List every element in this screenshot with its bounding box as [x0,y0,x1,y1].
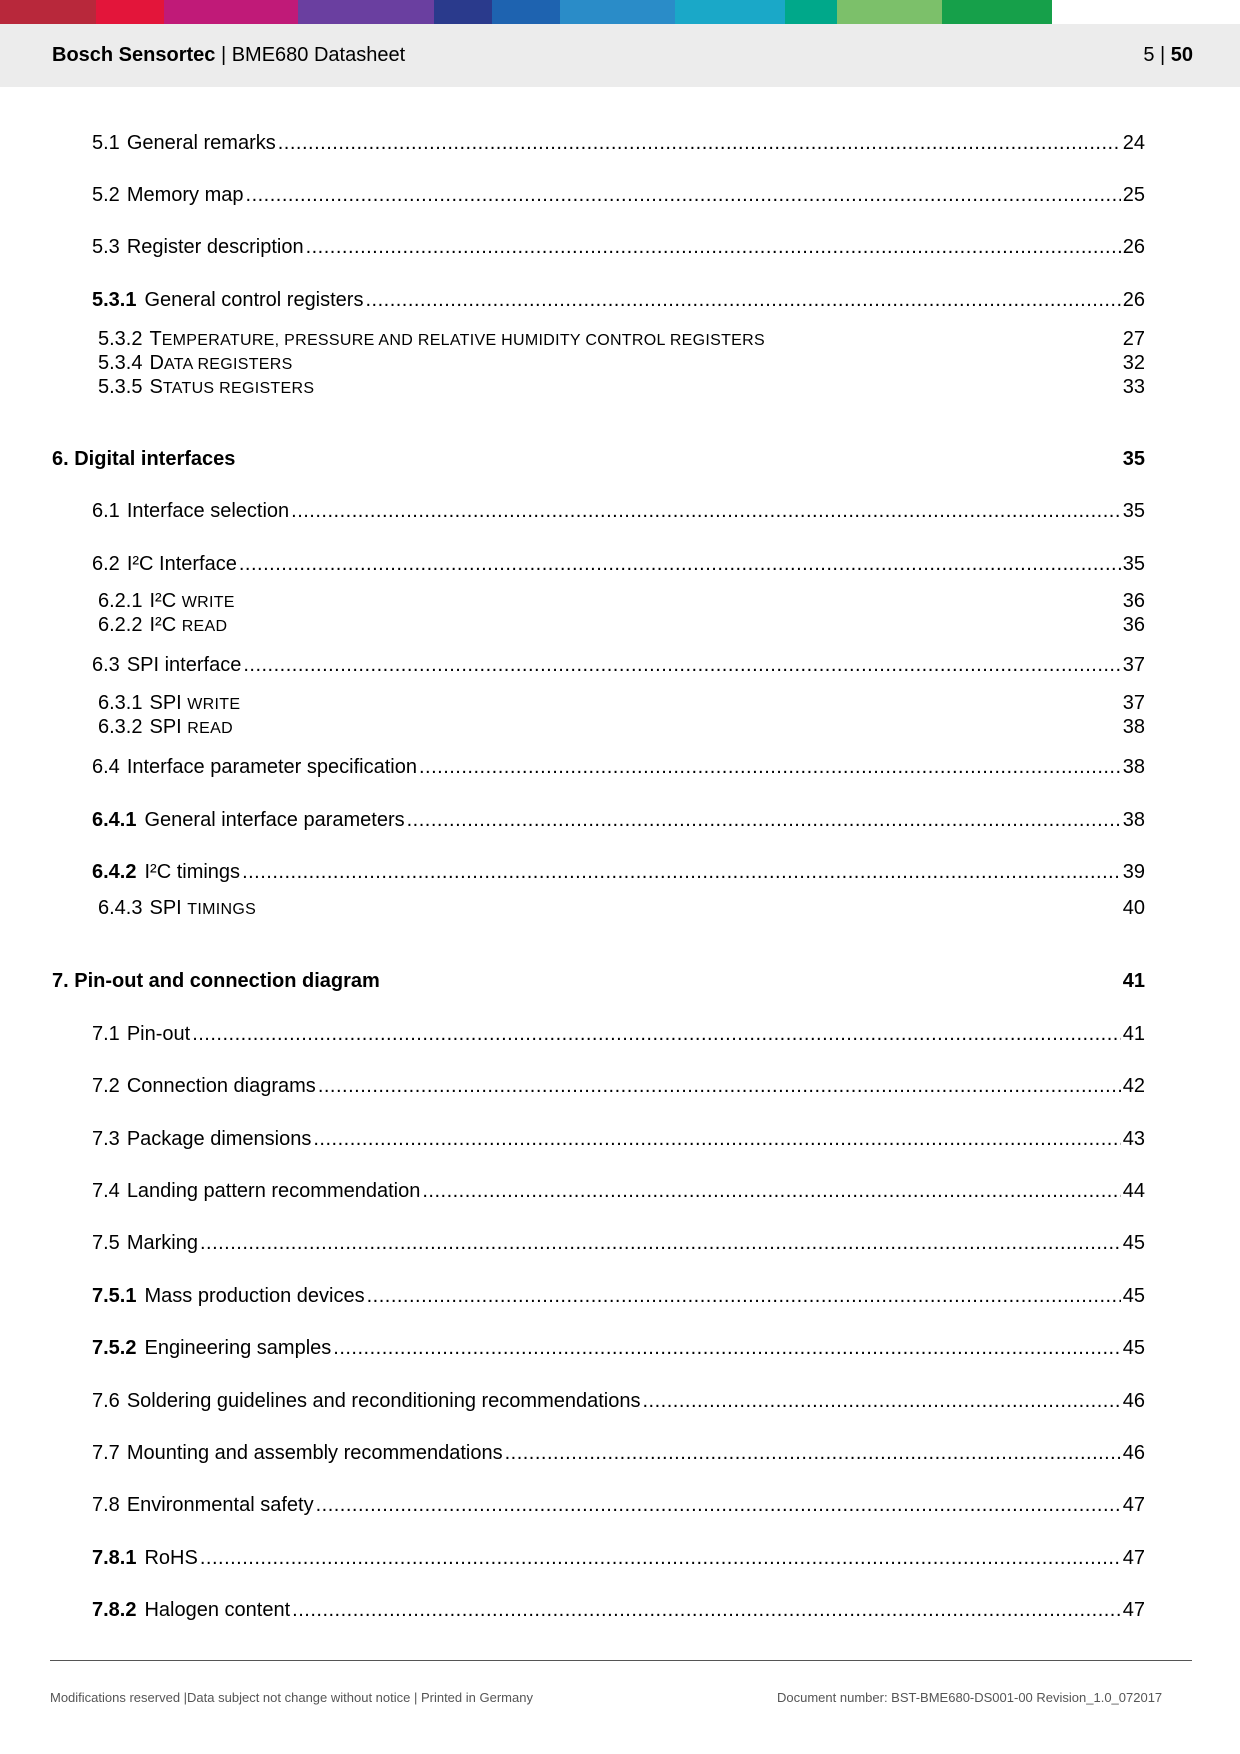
toc-entry-number: 6.3.2 [98,716,143,738]
brand-name: Bosch Sensortec [52,44,216,66]
title-separator: | [215,44,232,66]
toc-entry-number: 7.5 [92,1232,120,1254]
toc-entry-title: READ [181,618,228,635]
document-title [52,44,405,67]
color-band [0,0,1240,24]
toc-entry[interactable] [92,1178,1145,1204]
toc-entry-title: Engineering samples [144,1337,332,1359]
toc-leader-dots [292,1597,1121,1623]
toc-entry-title: WRITE [181,594,235,611]
toc-entry-number: 6.2 [92,553,120,575]
toc-entry-number: 5.3.2 [98,328,143,350]
toc-leader-dots [239,551,1121,577]
toc-entry-label [98,690,240,716]
toc-entry-title: I²C timings [144,861,241,883]
toc-entry[interactable] [92,234,1145,260]
toc-entry[interactable] [98,612,1145,638]
toc-page-number: 38 [1122,716,1145,738]
color-band-segment [164,0,298,24]
toc-entry[interactable] [92,551,1145,577]
toc-leader-dots [291,498,1121,524]
color-band-segment [0,0,96,24]
toc-entry-number: 7.1 [92,1023,120,1045]
toc-entry[interactable] [92,652,1145,678]
toc-page-number: 37 [1122,692,1145,714]
toc-entry[interactable] [92,1388,1145,1414]
toc-leader-dots [367,1283,1121,1309]
page-total: 50 [1170,44,1193,66]
toc-page-number: 46 [1122,1442,1145,1464]
toc-entry-title: Register description [126,236,304,258]
toc-page-number: 26 [1122,236,1145,258]
toc-entry-initial: S [149,376,163,398]
toc-entry-number: 7.5.2 [92,1337,137,1359]
toc-page-number: 41 [1122,970,1145,992]
toc-page-number: 44 [1122,1180,1145,1202]
toc-entry-initial: I²C [149,590,182,612]
toc-page-number: 33 [1122,376,1145,398]
toc-entry-title: Package dimensions [126,1128,312,1150]
toc-page-number: 32 [1122,352,1145,374]
page-separator: | [1154,44,1171,66]
toc-entry-title: EMPERATURE, PRESSURE AND RELATIVE HUMIDITY CONTROL REGISTERS [161,332,765,349]
toc-entry-initial: D [149,352,164,374]
toc-entry[interactable] [98,350,1145,376]
toc-page-number: 26 [1122,289,1145,311]
toc-entry-title: General interface parameters [144,809,405,831]
toc-entry-title: Interface parameter specification [126,756,417,778]
page-current: 5 [1143,44,1155,66]
toc-entry-number: 6.2.2 [98,614,143,636]
footer-document-number: Document number: BST-BME680-DS001-00 Revision_1.0_072017 [777,1690,1163,1705]
toc-page-number: 38 [1122,756,1145,778]
toc-leader-dots [313,1126,1120,1152]
toc-entry-label [98,714,233,740]
toc-entry-number: 7.2 [92,1075,120,1097]
toc-page-number: 25 [1122,184,1145,206]
toc-page-number: 35 [1122,500,1145,522]
color-band-segment [785,0,837,24]
toc-entry[interactable] [92,859,1145,885]
toc-entry-title: TATUS REGISTERS [162,380,315,397]
toc-entry-number: 6.2.1 [98,590,143,612]
toc-entry-number: 7.8.1 [92,1547,137,1569]
color-band-segment [560,0,675,24]
toc-entry-title: I²C Interface [126,553,237,575]
toc-entry-initial: SPI [149,692,188,714]
toc-entry-initial: SPI [149,897,188,919]
toc-page-number: 39 [1122,861,1145,883]
toc-entry[interactable] [92,182,1145,208]
toc-entry-label [98,612,227,638]
toc-entry-title: Connection diagrams [126,1075,316,1097]
toc-entry-number: 5.3 [92,236,120,258]
toc-chapter-title: 7. Pin-out and connection diagram [52,970,380,992]
toc-page-number: 47 [1122,1547,1145,1569]
toc-page-number: 24 [1122,132,1145,154]
toc-leader-dots [246,182,1121,208]
color-band-segment [492,0,560,24]
toc-entry-initial: I²C [149,614,182,636]
toc-entry-title: RoHS [144,1547,198,1569]
toc-entry[interactable] [98,714,1145,740]
toc-page-number: 35 [1122,448,1145,470]
toc-page-number: 46 [1122,1390,1145,1412]
toc-leader-dots [200,1230,1121,1256]
toc-leader-dots [316,1492,1121,1518]
toc-page-number: 38 [1122,809,1145,831]
toc-page-number: 27 [1122,328,1145,350]
toc-leader-dots [192,1021,1121,1047]
footer-divider [50,1660,1192,1661]
toc-page-number: 41 [1122,1023,1145,1045]
footer-notice: Modifications reserved |Data subject not change without notice | Printed in Germany [50,1690,533,1705]
toc-leader-dots [278,130,1121,156]
toc-entry[interactable] [92,1492,1145,1518]
toc-entry[interactable] [92,1440,1145,1466]
toc-entry-label [98,895,256,921]
toc-leader-dots [419,754,1121,780]
toc-page-number: 45 [1122,1337,1145,1359]
doc-title: BME680 Datasheet [231,44,406,66]
toc-entry-number: 6.3 [92,654,120,676]
toc-entry-title: Interface selection [126,500,290,522]
toc-entry-label [98,326,765,352]
toc-page-number: 45 [1122,1285,1145,1307]
toc-entry[interactable] [98,690,1145,716]
toc-entry-title: Memory map [126,184,244,206]
toc-entry-number: 7.4 [92,1180,120,1202]
toc-entry-label [98,588,235,614]
toc-entry-number: 6.4.2 [92,861,137,883]
toc-leader-dots [505,1440,1121,1466]
toc-entry[interactable] [92,1073,1145,1099]
toc-entry-number: 5.3.5 [98,376,143,398]
toc-entry[interactable] [52,968,1145,994]
toc-leader-dots [243,652,1120,678]
toc-page-number: 40 [1122,897,1145,919]
toc-leader-dots [200,1545,1121,1571]
toc-page-number: 37 [1122,654,1145,676]
toc-entry-initial: T [149,328,162,350]
toc-entry-title: Mounting and assembly recommendations [126,1442,503,1464]
toc-entry-title: Environmental safety [126,1494,314,1516]
toc-entry[interactable] [92,1597,1145,1623]
toc-entry-title: Mass production devices [144,1285,365,1307]
toc-entry[interactable] [98,326,1145,352]
toc-leader-dots [242,859,1121,885]
toc-entry-label [98,350,293,376]
color-band-segment [298,0,434,24]
toc-entry[interactable] [92,287,1145,313]
toc-entry-number: 7.8.2 [92,1599,137,1621]
toc-entry[interactable] [92,1230,1145,1256]
toc-leader-dots [407,807,1121,833]
toc-leader-dots [318,1073,1121,1099]
toc-entry[interactable] [92,1335,1145,1361]
toc-entry[interactable] [92,754,1145,780]
toc-entry-label [98,374,314,400]
toc-entry-title: Marking [126,1232,198,1254]
toc-entry-number: 6.4.3 [98,897,143,919]
toc-entry[interactable] [92,130,1145,156]
toc-entry-title: Pin-out [126,1023,191,1045]
toc-page-number: 36 [1122,590,1145,612]
toc-entry-number: 7.3 [92,1128,120,1150]
toc-entry[interactable] [92,498,1145,524]
toc-leader-dots [306,234,1121,260]
toc-entry-title: Soldering guidelines and reconditioning recommendations [126,1390,641,1412]
toc-entry[interactable] [92,1126,1145,1152]
color-band-segment [675,0,785,24]
toc-entry[interactable] [92,1021,1145,1047]
toc-page-number: 43 [1122,1128,1145,1150]
toc-entry[interactable] [98,374,1145,400]
toc-entry-title: ATA REGISTERS [163,356,293,373]
toc-entry-title: General control registers [144,289,364,311]
toc-entry-number: 7.8 [92,1494,120,1516]
color-band-segment [942,0,1052,24]
toc-entry-title: TIMINGS [187,901,257,918]
toc-entry[interactable] [92,1545,1145,1571]
toc-entry[interactable] [98,588,1145,614]
toc-page-number: 45 [1122,1232,1145,1254]
toc-entry-number: 6.4 [92,756,120,778]
toc-entry-number: 5.3.1 [92,289,137,311]
toc-page-number: 42 [1122,1075,1145,1097]
color-band-segment [434,0,492,24]
page-header [0,24,1240,87]
toc-leader-dots [422,1178,1120,1204]
toc-entry-title: READ [187,720,233,737]
toc-page-number: 47 [1122,1599,1145,1621]
toc-entry[interactable] [98,895,1145,921]
toc-page-number: 36 [1122,614,1145,636]
toc-leader-dots [333,1335,1120,1361]
toc-entry-number: 7.7 [92,1442,120,1464]
toc-page-number: 47 [1122,1494,1145,1516]
toc-entry-number: 6.3.1 [98,692,143,714]
page-indicator [1143,44,1193,67]
toc-entry-number: 7.5.1 [92,1285,137,1307]
toc-entry-initial: SPI [149,716,188,738]
toc-entry-number: 5.1 [92,132,120,154]
toc-entry-title: General remarks [126,132,276,154]
toc-leader-dots [365,287,1120,313]
toc-chapter-title: 6. Digital interfaces [52,448,236,470]
toc-entry[interactable] [92,807,1145,833]
toc-entry-number: 7.6 [92,1390,120,1412]
toc-page-number: 35 [1122,553,1145,575]
toc-entry-number: 5.3.4 [98,352,143,374]
toc-entry-number: 5.2 [92,184,120,206]
color-band-segment [96,0,164,24]
toc-leader-dots [642,1388,1120,1414]
toc-entry-number: 6.4.1 [92,809,137,831]
toc-entry-title: Halogen content [144,1599,291,1621]
toc-entry-number: 6.1 [92,500,120,522]
toc-entry-title: WRITE [187,696,241,713]
toc-entry[interactable] [52,446,1145,472]
toc-entry[interactable] [92,1283,1145,1309]
toc-entry-title: Landing pattern recommendation [126,1180,421,1202]
toc-entry-title: SPI interface [126,654,242,676]
color-band-segment [837,0,942,24]
